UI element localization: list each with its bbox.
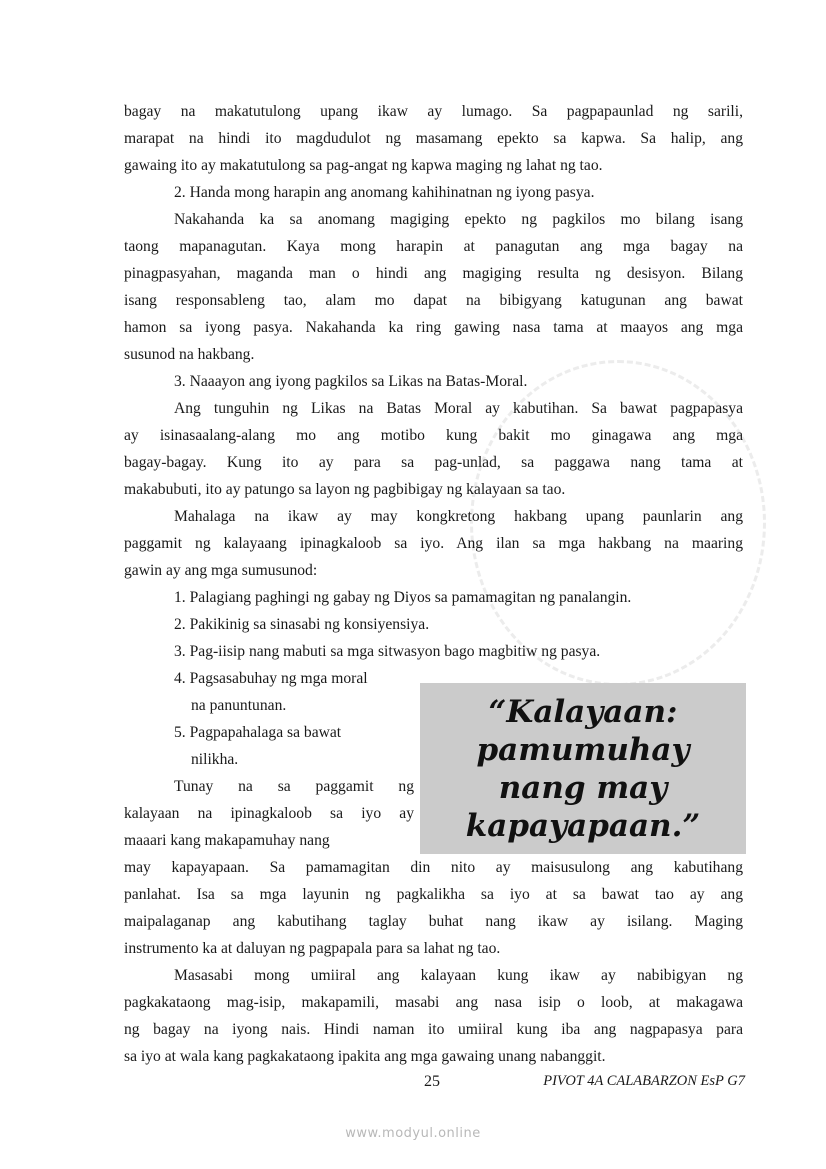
text-line: susunod na hakbang. bbox=[124, 346, 255, 363]
text-line: may kapayapaan. Sa pamamagitan din nito ay maisusulong ang kabutihang bbox=[124, 859, 743, 876]
site-watermark: www.modyul.online bbox=[345, 1126, 481, 1141]
text-line: Masasabi mong umiiral ang kalayaan kung ikaw ay nabibigyan ng bbox=[174, 967, 743, 984]
text-line: gawaing ito ay makatutulong sa pag-angat ng kapwa maging ng lahat ng tao. bbox=[124, 157, 603, 174]
text-line: nilikha. bbox=[191, 751, 239, 768]
text-line: Tunay na sa paggamit ng bbox=[174, 778, 414, 795]
footer-label: PIVOT 4A CALABARZON EsP G7 bbox=[543, 1073, 745, 1089]
text-line: taong mapanagutan. Kaya mong harapin at panagutan ang mga bagay na bbox=[124, 238, 743, 255]
text-line: sa iyo at wala kang pagkakataong ipakita ang mga gawaing unang nabanggit. bbox=[124, 1048, 606, 1065]
text-line: 2. Pakikinig sa sinasabi ng konsiyensiya. bbox=[174, 616, 430, 633]
text-line: Ang tunguhin ng Likas na Batas Moral ay kabutihan. Sa bawat pagpapasya bbox=[174, 400, 743, 417]
quote-line: “Kalayaan: bbox=[488, 693, 678, 730]
text-line: Mahalaga na ikaw ay may kongkretong hakbang upang paunlarin ang bbox=[174, 508, 743, 525]
text-line: 2. Handa mong harapin ang anomang kahihinatnan ng iyong pasya. bbox=[174, 184, 595, 201]
text-line: 5. Pagpapahalaga sa bawat bbox=[174, 724, 342, 741]
quote-line: pamumuhay bbox=[476, 731, 690, 768]
text-line: maaari kang makapamuhay nang bbox=[124, 832, 330, 849]
text-line: kalayaan na ipinagkaloob sa iyo ay bbox=[124, 805, 414, 822]
text-line: marapat na hindi ito magdudulot ng masamang epekto sa kapwa. Sa halip, ang bbox=[124, 130, 743, 147]
quote-box bbox=[420, 683, 746, 854]
text-line: na panuntunan. bbox=[191, 697, 287, 714]
text-line: paggamit ng kalayaang ipinagkaloob sa iyo. Ang ilan sa mga hakbang na maaring bbox=[124, 535, 743, 552]
text-line: 1. Palagiang paghingi ng gabay ng Diyos sa pamamagitan ng panalangin. bbox=[174, 589, 632, 606]
text-line: bagay-bagay. Kung ito ay para sa pag-unlad, sa paggawa nang tama at bbox=[124, 454, 743, 471]
text-line: panlahat. Isa sa mga layunin ng pagkalikha sa iyo at sa bawat tao ay ang bbox=[124, 886, 743, 903]
text-line: hamon sa iyong pasya. Nakahanda ka ring gawing nasa tama at maayos ang mga bbox=[124, 319, 743, 336]
text-line: maipalaganap ang kabutihang taglay buhat nang ikaw ay isilang. Maging bbox=[124, 913, 743, 930]
text-line: 4. Pagsasabuhay ng mga moral bbox=[174, 670, 368, 687]
page-number: 25 bbox=[424, 1073, 440, 1090]
text-line: gawin ay ang mga sumusunod: bbox=[124, 562, 318, 579]
quote-line: nang may bbox=[498, 769, 668, 806]
text-line: bagay na makatutulong upang ikaw ay lumago. Sa pagpapaunlad ng sarili, bbox=[124, 103, 743, 120]
text-line: isang responsableng tao, alam mo dapat na bibigyang katugunan ang bawat bbox=[124, 292, 743, 309]
text-line: pinagpasyahan, maganda man o hindi ang magiging resulta ng desisyon. Bilang bbox=[124, 265, 743, 282]
text-line: ay isinasaalang-alang mo ang motibo kung bakit mo ginagawa ang mga bbox=[124, 427, 743, 444]
quote-line: kapayapaan.” bbox=[465, 807, 701, 844]
text-line: 3. Naaayon ang iyong pagkilos sa Likas na Batas-Moral. bbox=[174, 373, 528, 390]
text-line: makabubuti, ito ay patungo sa layon ng pagbibigay ng kalayaan sa tao. bbox=[124, 481, 566, 498]
text-line: instrumento ka at daluyan ng pagpapala para sa lahat ng tao. bbox=[124, 940, 501, 957]
quote-text bbox=[466, 693, 700, 845]
text-line: Nakahanda ka sa anomang magiging epekto ng pagkilos mo bilang isang bbox=[174, 211, 743, 228]
text-line: 3. Pag-iisip nang mabuti sa mga sitwasyon bago magbitiw ng pasya. bbox=[174, 643, 601, 660]
text-line: ng bagay na iyong nais. Hindi naman ito umiiral kung iba ang nagpapasya para bbox=[124, 1021, 743, 1038]
text-line: pagkakataong mag-isip, makapamili, masabi ang nasa isip o loob, at makagawa bbox=[124, 994, 743, 1011]
